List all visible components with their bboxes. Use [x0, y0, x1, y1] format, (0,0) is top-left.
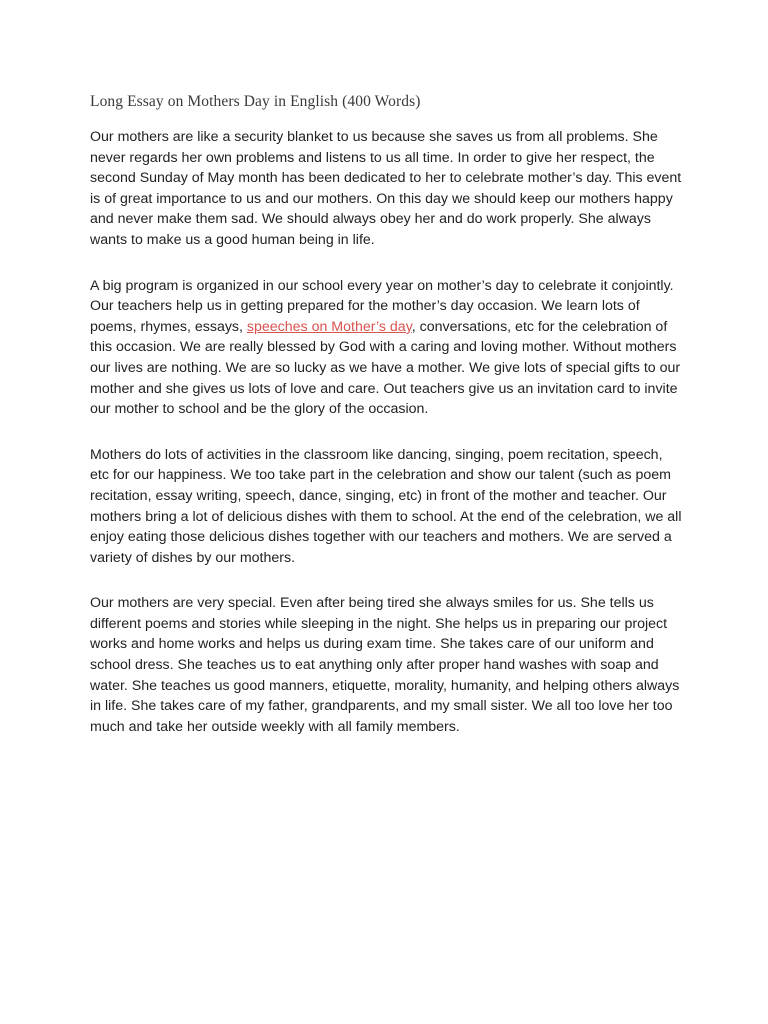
paragraph-1: Our mothers are like a security blanket to us because she saves us from all problems. She never regards her own problems and listens to us all time. In order to give her respect, the second Sunday of May month has been dedicated to her to celebrate mother’s day. This event is of great importance to us and our mothers. On this day we should keep our mothers happy and never make them sad. We should always obey her and do work properly. She always wants to make us a good human being in life. [90, 129, 682, 248]
document-content [90, 92, 684, 762]
paragraph-3: Mothers do lots of activities in the classroom like dancing, singing, poem recitation, speech, etc for our happiness. We too take part in the celebration and show our talent (such as poem recitation, essay writing, speech, dance, singing, etc) in front of the mother and teacher. Our mothers bring a lot of delicious dishes with them to school. At the end of the celebration, we all enjoy eating those delicious dishes together with our teachers and mothers. We are served a variety of dishes by our mothers. [90, 446, 682, 566]
paragraph-4: Our mothers are very special. Even after being tired she always smiles for us. She tells us different poems and stories while sleeping in the night. She helps us in preparing our project works and home works and helps us during exam time. She takes care of our uniform and school dress. She teaches us to eat anything only after proper hand washes with soap and water. She teaches us good manners, etiquette, morality, humanity, and helping others always in life. She takes care of my father, grandparents, and my small sister. We all too love her too much and take her outside weekly with all family members. [90, 595, 680, 735]
paragraph-2 [90, 276, 684, 420]
paragraph-2-before: A big program is organized in our school every year on mother’s day to celebrate it conjointly. Our teachers help us in getting prepared for the mother’s day occasion. We learn lots of poems, rhymes, essays, [90, 277, 674, 335]
paragraph-2-after: , conversations, etc for the celebration of this occasion. We are really blessed by God with a caring and loving mother. Without mothers our lives are nothing. We are so lucky as we have a mother. We give lots of special gifts to our mother and she gives us lots of love and care. Out teachers give us an invitation card to invite our mother to school and be the glory of the occasion. [90, 318, 681, 418]
essay-title: Long Essay on Mothers Day in English (400 Words) [90, 93, 421, 110]
speeches-on-mothers-day-link[interactable]: speeches on Mother’s day [246, 318, 412, 335]
